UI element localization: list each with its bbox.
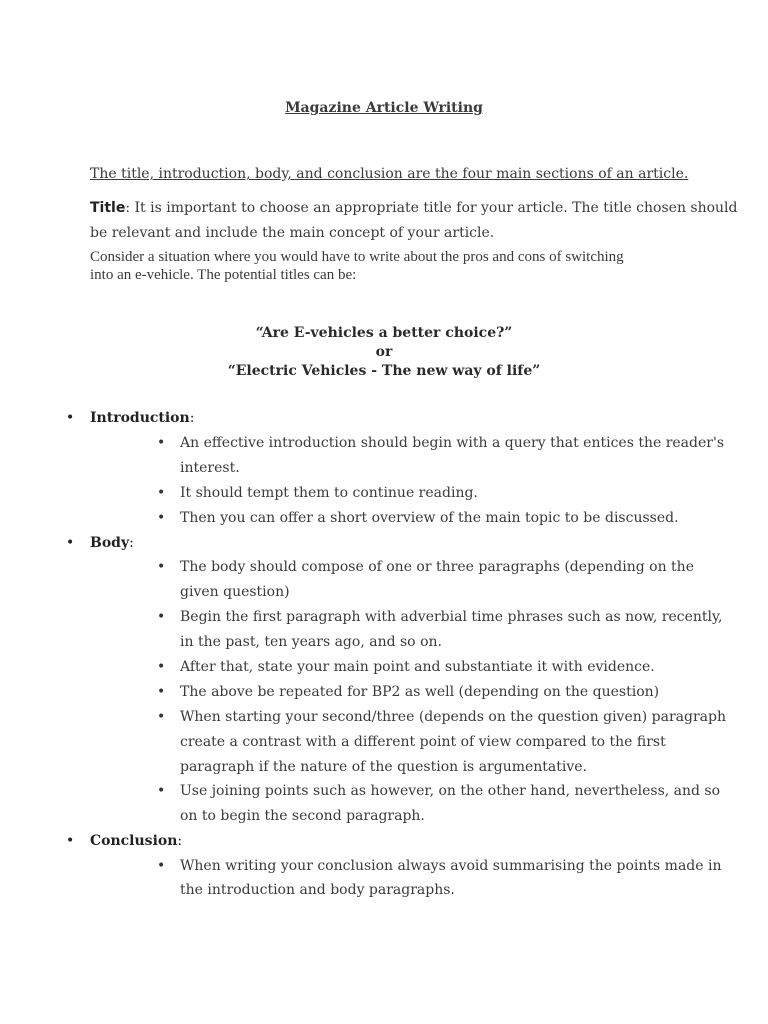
list-bullet: • xyxy=(157,684,166,700)
list-bullet: • xyxy=(157,435,166,451)
list-bullet: • xyxy=(157,510,166,526)
list-bullet: • xyxy=(157,559,166,575)
title-text-line-2: be relevant and include the main concept of your article. xyxy=(90,225,495,241)
list-item: When writing your conclusion always avoid summarising the points made in xyxy=(180,858,722,874)
title-paragraph-line-1 xyxy=(90,196,738,221)
potential-title-or: or xyxy=(375,344,393,360)
list-bullet: • xyxy=(157,783,166,799)
list-item: Begin the first paragraph with adverbial time phrases such as now, recently, xyxy=(180,609,723,625)
list-item-continuation: in the past, ten years ago, and so on. xyxy=(180,634,442,650)
intro-sentence: The title, introduction, body, and conclusion are the four main sections of an article. xyxy=(90,166,689,182)
document-title: Magazine Article Writing xyxy=(285,100,483,116)
list-bullet: • xyxy=(157,709,166,725)
list-item: It should tempt them to continue reading. xyxy=(180,485,478,501)
list-bullet: • xyxy=(157,858,166,874)
list-item-continuation: paragraph if the nature of the question is argumentative. xyxy=(180,759,588,775)
potential-title-2: “Electric Vehicles - The new way of life” xyxy=(227,363,541,379)
list-item: Then you can offer a short overview of the main topic to be discussed. xyxy=(180,510,679,526)
bullet-conclusion: • xyxy=(66,833,75,849)
list-item: When starting your second/three (depends on the question given) paragraph xyxy=(180,709,727,725)
consider-line-1: Consider a situation where you would have to write about the pros and cons of switching xyxy=(90,249,624,265)
list-item: The body should compose of one or three paragraphs (depending on the xyxy=(180,559,694,575)
list-item-continuation: the introduction and body paragraphs. xyxy=(180,882,455,898)
consider-line-2: into an e-vehicle. The potential titles can be: xyxy=(90,267,357,283)
body-heading: Body: xyxy=(90,535,134,551)
list-item-continuation: interest. xyxy=(180,460,240,476)
introduction-heading: Introduction: xyxy=(90,410,195,426)
list-item: After that, state your main point and substantiate it with evidence. xyxy=(180,659,655,675)
list-bullet: • xyxy=(157,485,166,501)
list-bullet: • xyxy=(157,659,166,675)
list-item-continuation: on to begin the second paragraph. xyxy=(180,808,425,824)
potential-title-1: “Are E-vehicles a better choice?” xyxy=(255,325,513,341)
list-item: An effective introduction should begin with a query that entices the reader's xyxy=(180,435,725,451)
conclusion-heading: Conclusion: xyxy=(90,833,183,849)
list-item: The above be repeated for BP2 as well (depending on the question) xyxy=(180,684,660,700)
list-item-continuation: given question) xyxy=(180,584,290,600)
title-text-line-1: : It is important to choose an appropriate title for your article. The title chosen should xyxy=(125,200,738,216)
list-bullet: • xyxy=(157,609,166,625)
bullet-body: • xyxy=(66,535,75,551)
list-item-continuation: create a contrast with a different point of view compared to the first xyxy=(180,734,666,750)
list-item: Use joining points such as however, on the other hand, nevertheless, and so xyxy=(180,783,721,799)
bullet-introduction: • xyxy=(66,410,75,426)
title-label: Title xyxy=(90,200,126,216)
